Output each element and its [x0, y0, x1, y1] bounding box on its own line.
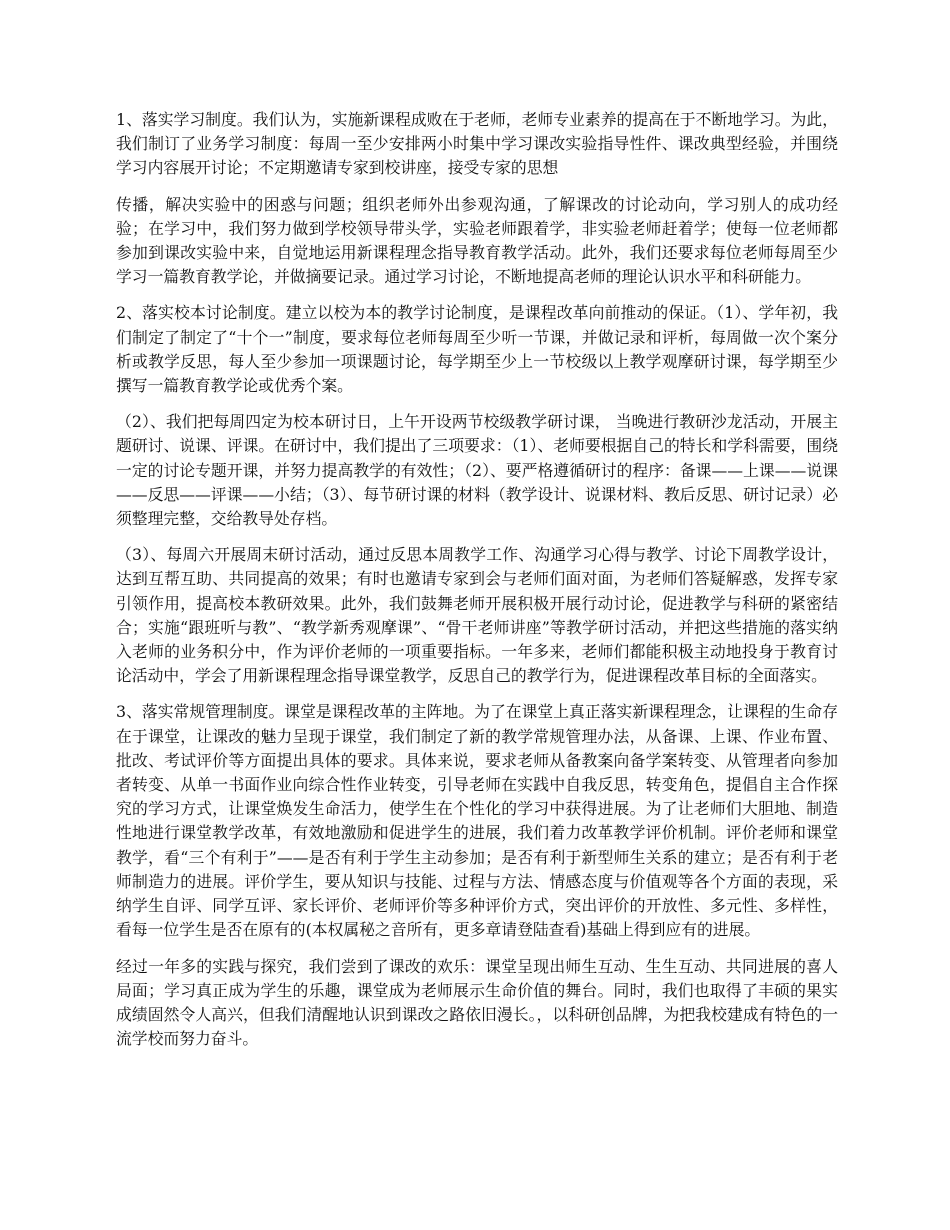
paragraph-study-system: 1、落实学习制度。我们认为，实施新课程成败在于老师，老师专业素养的提高在于不断地学习。为此，我们制订了业务学习制度：每周一至少安排两小时集中学习课改实验指导性件、课改典型经验，并围绕学习内容展开讨论；不定期邀请专家到校讲座，接受专家的思想 [116, 110, 838, 178]
paragraph-school-research-system: 2、落实校本讨论制度。建立以校为本的教学讨论制度，是课程改革向前推动的保证。（1）、学年初，我们制定了制定了“十个一”制度，要求每位老师每周至少听一节课，并做记录和评析，每周做一次个案分析或教学反思，每人至少参加一项课题讨论，每学期至少上一节校级以上教学观摩研讨课，每学期至少撰写一篇教育教学论或优秀个案。 [116, 303, 838, 396]
paragraph-routine-management: 3、落实常规管理制度。课堂是课程改革的主阵地。为了在课堂上真正落实新课程理念，让课程的生命存在于课堂，让课改的魅力呈现于课堂，我们制定了新的教学常规管理办法，从备课、上课、作业布置、批改、考试评价等方面提出具体的要求。具体来说，要求老师从备教案向备学案转变、从管理者向参加者转变、从单一书面作业向综合性作业转变，引导老师在实践中自我反思，转变角色，提倡自主合作探究的学习方式，让课堂焕发生命活力，使学生在个性化的学习中获得进展。为了让老师们大胆地、制造性地进行课堂教学改革，有效地激励和促进学生的进展，我们着力改革教学评价机制。评价老师和课堂教学，看“三个有利于”——是否有利于学生主动参加；是否有利于新型师生关系的建立；是否有利于老师制造力的进展。评价学生，要从知识与技能、过程与方法、情感态度与价值观等各个方面的表现，采纳学生自评、同学互评、家长评价、老师评价等多种评价方式，突出评价的开放性、多元性、多样性，看每一位学生是否在原有的(本权属秘之音所有，更多章请登陆查看)基础上得到应有的进展。 [116, 702, 838, 940]
document-body [116, 108, 838, 1063]
paragraph-thursday-research-day: （2）、我们把每周四定为校本研讨日，上午开设两节校级教学研讨课， 当晚进行教研沙龙活动，开展主题研讨、说课、评课。在研讨中，我们提出了三项要求：（1）、老师要根据自己的特长和学科需要，围绕一定的讨论专题开课，并努力提高教学的有效性；（2）、要严格遵循研讨的程序：备课——上课——说课——反思——评课——小结；（3）、每节研讨课的材料（教学设计、说课材料、教后反思、研讨记录）必须整理完整，交给教导处存档。 [116, 412, 838, 529]
paragraph-conclusion: 经过一年多的实践与探究，我们尝到了课改的欢乐：课堂呈现出师生互动、生生互动、共同进展的喜人局面；学习真正成为学生的乐趣，课堂成为老师展示生命价值的舞台。同时，我们也取得了丰硕的果实成绩固然令人高兴，但我们清醒地认识到课改之路依旧漫长。，以科研创品牌，为把我校建成有特色的一流学校而努力奋斗。 [116, 956, 838, 1049]
paragraph-study-system-continued: 传播，解决实验中的困惑与问题；组织老师外出参观沟通，了解课改的讨论动向，学习别人的成功经验；在学习中，我们努力做到学校领导带头学，实验老师跟着学，非实验老师赶着学；使每一位老师都参加到课改实验中来，自觉地运用新课程理念指导教育教学活动。此外，我们还要求每位老师每周至少学习一篇教育教学论，并做摘要记录。通过学习讨论，不断地提高老师的理论认识水平和科研能力。 [116, 194, 838, 287]
paragraph-saturday-research: （3）、每周六开展周末研讨活动，通过反思本周教学工作、沟通学习心得与教学、讨论下周教学设计，达到互帮互助、共同提高的效果；有时也邀请专家到会与老师们面对面，为老师们答疑解惑，发挥专家引领作用，提高校本教研效果。此外，我们鼓舞老师开展积极开展行动讨论，促进教学与科研的紧密结合；实施“跟班听与教”、“教学新秀观摩课”、“骨干老师讲座”等教学研讨活动，并把这些措施的落实纳入老师的业务积分中，作为评价老师的一项重要指标。一年多来，老师们都能积极主动地投身于教育讨论活动中，学会了用新课程理念指导课堂教学，反思自己的教学行为，促进课程改革目标的全面落实。 [116, 545, 838, 686]
